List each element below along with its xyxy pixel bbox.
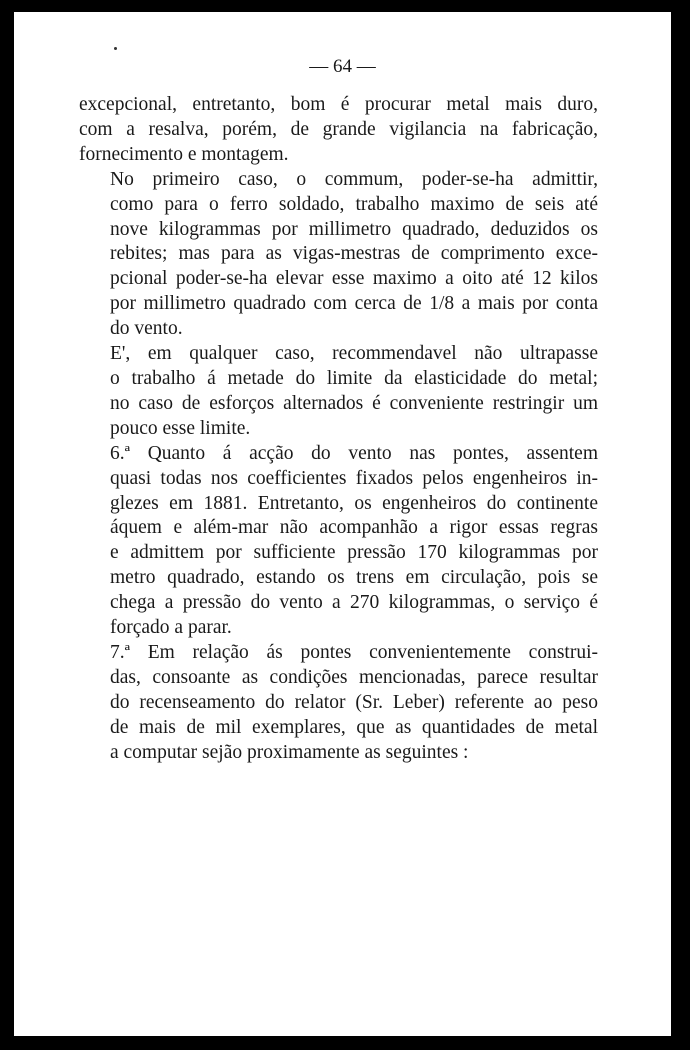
text-line: rebites; mas para as vigas-mestras de comprimento exce- — [110, 243, 598, 265]
text-line: com a resalva, porém, de grande vigilancia na fabricação, — [79, 118, 598, 140]
text-line: o trabalho á metade do limite da elasticidade do metal; — [110, 367, 598, 389]
text-line: como para o ferro soldado, trabalho maximo de seis até — [110, 193, 598, 215]
text-line: pouco esse limite. — [110, 417, 251, 439]
text-line: glezes em 1881. Entretanto, os engenheiros do continente — [110, 492, 598, 514]
paragraph-4 — [79, 442, 598, 641]
text-line: metro quadrado, estando os trens em circulação, pois se — [110, 567, 598, 589]
paragraph-5 — [79, 641, 598, 766]
text-line: excepcional, entretanto, bom é procurar metal mais duro, — [79, 94, 598, 115]
text-line: chega a pressão do vento a 270 kilogrammas, o serviço é — [110, 592, 598, 614]
text-line: nove kilogrammas por millimetro quadrado, deduzidos os — [110, 218, 598, 240]
text-line: E', em qualquer caso, recommendavel não ultrapasse — [110, 343, 598, 365]
text-line: e admittem por sufficiente pressão 170 kilogrammas por — [110, 542, 598, 564]
paragraph-2 — [79, 168, 598, 342]
text-line: de mais de mil exemplares, que as quantidades de metal — [110, 716, 598, 738]
text-line: do recenseamento do relator (Sr. Leber) referente ao peso — [110, 691, 598, 713]
ink-speck — [114, 47, 117, 50]
paragraph-1 — [79, 93, 598, 168]
text-line: das, consoante as condições mencionadas, parece resultar — [110, 666, 598, 688]
text-line: quasi todas nos coefficientes fixados pelos engenheiros in- — [110, 467, 598, 489]
text-line: áquem e além-mar não acompanhão a rigor essas regras — [110, 517, 598, 539]
text-line: pcional poder-se-ha elevar esse maximo a oito até 12 kilos — [110, 268, 598, 290]
text-line: fornecimento e montagem. — [79, 143, 289, 165]
body-text — [79, 93, 598, 765]
text-line: 6.ª Quanto á acção do vento nas pontes, assentem — [110, 442, 598, 464]
text-line: do vento. — [110, 318, 183, 340]
text-line: forçado a parar. — [110, 617, 232, 639]
book-page — [14, 12, 671, 1036]
text-line: No primeiro caso, o commum, poder-se-ha admittir, — [110, 168, 598, 190]
text-line: no caso de esforços alternados é conveniente restringir um — [110, 392, 598, 414]
page-number: — 64 — — [309, 56, 376, 77]
text-line: por millimetro quadrado com cerca de 1/8 a mais por conta — [110, 293, 598, 315]
text-line: 7.ª Em relação ás pontes convenientemente construi- — [110, 641, 598, 663]
paragraph-3 — [79, 342, 598, 442]
text-line: a computar sejão proximamente as seguintes : — [110, 741, 469, 763]
